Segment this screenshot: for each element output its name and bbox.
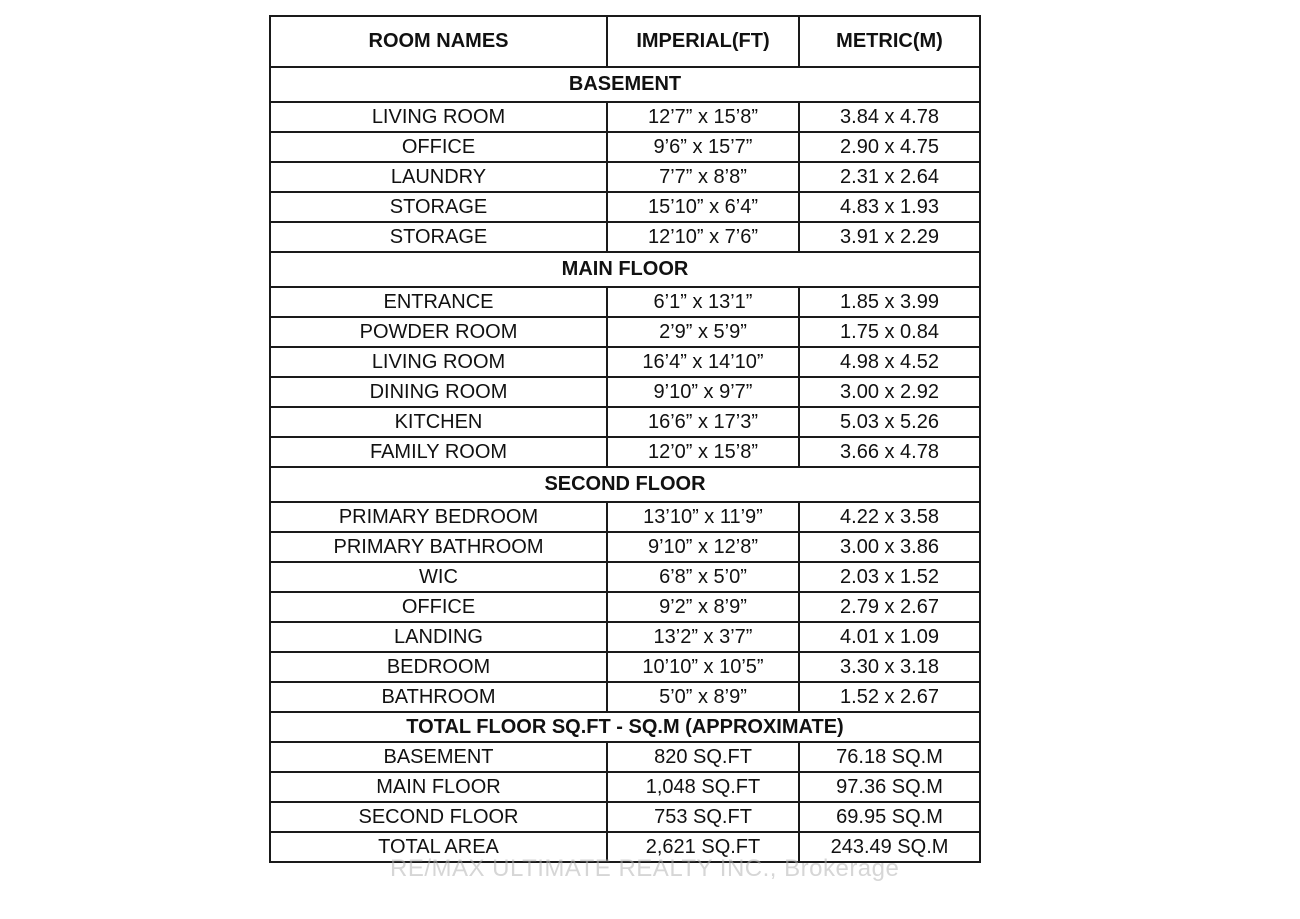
section-heading-row: [270, 252, 980, 287]
metric-cell: 4.22 x 3.58: [799, 502, 980, 532]
metric-cell: 4.01 x 1.09: [799, 622, 980, 652]
table-row: [270, 742, 980, 772]
metric-cell: 3.30 x 3.18: [799, 652, 980, 682]
metric-cell: 97.36 SQ.M: [799, 772, 980, 802]
imperial-cell: 12’0” x 15’8”: [607, 437, 799, 467]
table-row: [270, 317, 980, 347]
metric-cell: 2.31 x 2.64: [799, 162, 980, 192]
header-metric: METRIC(M): [799, 16, 980, 67]
table-row: [270, 592, 980, 622]
table-row: [270, 532, 980, 562]
table-row: [270, 222, 980, 252]
section-heading: MAIN FLOOR: [270, 252, 980, 287]
room-name-cell: STORAGE: [270, 222, 607, 252]
imperial-cell: 9’10” x 12’8”: [607, 532, 799, 562]
imperial-cell: 12’7” x 15’8”: [607, 102, 799, 132]
table-row: [270, 407, 980, 437]
metric-cell: 2.03 x 1.52: [799, 562, 980, 592]
table-row: [270, 502, 980, 532]
room-name-cell: KITCHEN: [270, 407, 607, 437]
metric-cell: 3.00 x 2.92: [799, 377, 980, 407]
room-name-cell: LIVING ROOM: [270, 347, 607, 377]
imperial-cell: 5’0” x 8’9”: [607, 682, 799, 712]
table-row: [270, 347, 980, 377]
room-name-cell: TOTAL AREA: [270, 832, 607, 862]
imperial-cell: 820 SQ.FT: [607, 742, 799, 772]
section-heading: SECOND FLOOR: [270, 467, 980, 502]
imperial-cell: 9’6” x 15’7”: [607, 132, 799, 162]
totals-heading-row: [270, 712, 980, 742]
metric-cell: 3.84 x 4.78: [799, 102, 980, 132]
metric-cell: 1.52 x 2.67: [799, 682, 980, 712]
header-room-names: ROOM NAMES: [270, 16, 607, 67]
metric-cell: 5.03 x 5.26: [799, 407, 980, 437]
imperial-cell: 10’10” x 10’5”: [607, 652, 799, 682]
imperial-cell: 753 SQ.FT: [607, 802, 799, 832]
table-row: [270, 772, 980, 802]
table-row: [270, 562, 980, 592]
table-row: [270, 682, 980, 712]
room-name-cell: WIC: [270, 562, 607, 592]
table-row: [270, 622, 980, 652]
room-name-cell: OFFICE: [270, 132, 607, 162]
imperial-cell: 9’10” x 9’7”: [607, 377, 799, 407]
totals-heading: TOTAL FLOOR SQ.FT - SQ.M (APPROXIMATE): [270, 712, 980, 742]
imperial-cell: 6’1” x 13’1”: [607, 287, 799, 317]
imperial-cell: 1,048 SQ.FT: [607, 772, 799, 802]
room-name-cell: BEDROOM: [270, 652, 607, 682]
metric-cell: 3.66 x 4.78: [799, 437, 980, 467]
table-row: [270, 437, 980, 467]
room-name-cell: OFFICE: [270, 592, 607, 622]
room-name-cell: PRIMARY BEDROOM: [270, 502, 607, 532]
room-name-cell: BATHROOM: [270, 682, 607, 712]
imperial-cell: 2,621 SQ.FT: [607, 832, 799, 862]
metric-cell: 243.49 SQ.M: [799, 832, 980, 862]
section-heading-row: [270, 67, 980, 102]
room-name-cell: LANDING: [270, 622, 607, 652]
metric-cell: 69.95 SQ.M: [799, 802, 980, 832]
room-name-cell: BASEMENT: [270, 742, 607, 772]
imperial-cell: 13’10” x 11’9”: [607, 502, 799, 532]
imperial-cell: 16’4” x 14’10”: [607, 347, 799, 377]
section-heading: BASEMENT: [270, 67, 980, 102]
metric-cell: 1.75 x 0.84: [799, 317, 980, 347]
room-dimensions-table: [269, 15, 981, 863]
metric-cell: 3.91 x 2.29: [799, 222, 980, 252]
imperial-cell: 2’9” x 5’9”: [607, 317, 799, 347]
imperial-cell: 13’2” x 3’7”: [607, 622, 799, 652]
room-name-cell: LIVING ROOM: [270, 102, 607, 132]
room-name-cell: SECOND FLOOR: [270, 802, 607, 832]
room-name-cell: STORAGE: [270, 192, 607, 222]
metric-cell: 2.90 x 4.75: [799, 132, 980, 162]
room-name-cell: PRIMARY BATHROOM: [270, 532, 607, 562]
table-row: [270, 287, 980, 317]
room-name-cell: LAUNDRY: [270, 162, 607, 192]
imperial-cell: 6’8” x 5’0”: [607, 562, 799, 592]
table-row: [270, 162, 980, 192]
table-row: [270, 832, 980, 862]
table-row: [270, 192, 980, 222]
header-imperial: IMPERIAL(FT): [607, 16, 799, 67]
header-row: [270, 16, 980, 67]
metric-cell: 2.79 x 2.67: [799, 592, 980, 622]
imperial-cell: 12’10” x 7’6”: [607, 222, 799, 252]
imperial-cell: 16’6” x 17’3”: [607, 407, 799, 437]
room-name-cell: FAMILY ROOM: [270, 437, 607, 467]
table-row: [270, 102, 980, 132]
imperial-cell: 15’10” x 6’4”: [607, 192, 799, 222]
room-name-cell: POWDER ROOM: [270, 317, 607, 347]
imperial-cell: 7’7” x 8’8”: [607, 162, 799, 192]
room-name-cell: MAIN FLOOR: [270, 772, 607, 802]
brokerage-watermark: RE/MAX ULTIMATE REALTY INC., Brokerage: [390, 855, 900, 882]
table-body: [270, 16, 980, 862]
room-name-cell: DINING ROOM: [270, 377, 607, 407]
metric-cell: 4.98 x 4.52: [799, 347, 980, 377]
table-row: [270, 377, 980, 407]
metric-cell: 1.85 x 3.99: [799, 287, 980, 317]
table-row: [270, 652, 980, 682]
metric-cell: 4.83 x 1.93: [799, 192, 980, 222]
metric-cell: 3.00 x 3.86: [799, 532, 980, 562]
table-row: [270, 132, 980, 162]
section-heading-row: [270, 467, 980, 502]
table-row: [270, 802, 980, 832]
imperial-cell: 9’2” x 8’9”: [607, 592, 799, 622]
room-name-cell: ENTRANCE: [270, 287, 607, 317]
metric-cell: 76.18 SQ.M: [799, 742, 980, 772]
